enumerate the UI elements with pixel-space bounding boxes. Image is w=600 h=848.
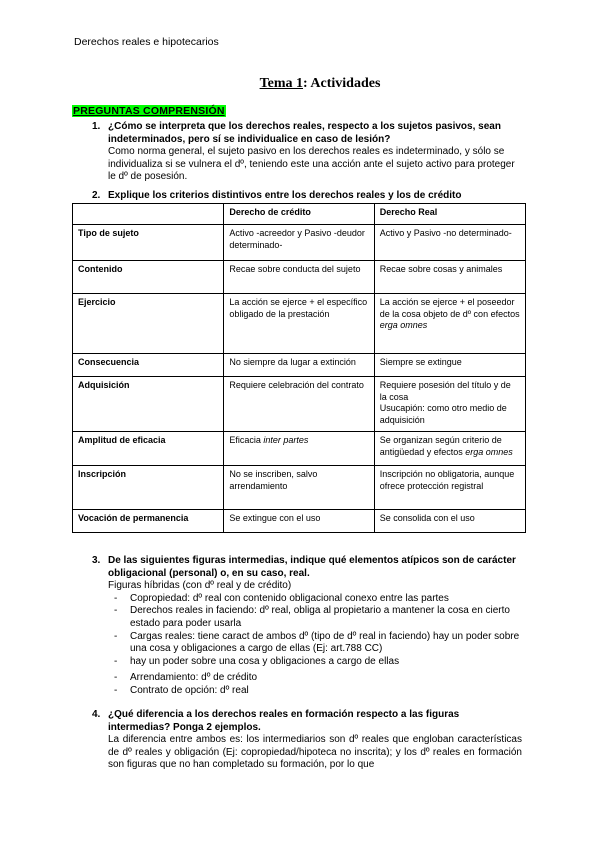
table-row: [73, 294, 526, 354]
question-1: [92, 121, 522, 184]
figures-list: [108, 593, 522, 698]
real-text: Requiere posesión del título y de la cosa: [379, 380, 511, 402]
row-label: Vocación de permanencia: [73, 510, 224, 533]
row-label: Tipo de sujeto: [73, 225, 224, 261]
row-label: Consecuencia: [73, 354, 224, 377]
credito-italic: inter partes: [263, 435, 309, 445]
list-item: - Cargas reales: tiene caract de ambos dº (tipo de dº real in faciendo) hay un poder sobre una cosa y obligaciones a cargo de ellas (Ej: art.788 CC): [108, 631, 522, 656]
credito-cell: No siempre da lugar a extinción: [224, 354, 374, 377]
table-row: [73, 225, 526, 261]
section-label: PREGUNTAS COMPRENSIÓN: [73, 105, 225, 117]
page-title: [0, 76, 600, 92]
row-label: Amplitud de eficacia: [73, 432, 224, 466]
real-cell: Siempre se extingue: [374, 354, 525, 377]
credito-cell: [224, 432, 374, 466]
list-item: - hay un poder sobre una cosa y obligaciones a cargo de ellas: [108, 656, 522, 669]
question-2: [92, 190, 522, 203]
real-cell: Recae sobre cosas y animales: [374, 261, 525, 294]
list-item: - Copropiedad: dº real con contenido obligacional conexo entre las partes: [108, 593, 522, 606]
credito-cell: Activo -acreedor y Pasivo -deudor determinado-: [224, 225, 374, 261]
question-text: Explique los criterios distintivos entre los derechos reales y los de crédito: [108, 190, 462, 201]
table-row: [73, 354, 526, 377]
title-rest: : Actividades: [303, 76, 381, 91]
table-header-cell: Derecho Real: [374, 204, 525, 225]
real-cell: Inscripción no obligatoria, aunque ofrece protección registral: [374, 466, 525, 510]
table-row: [73, 432, 526, 466]
real-cell: [374, 432, 525, 466]
table-row: [73, 510, 526, 533]
row-label: Contenido: [73, 261, 224, 294]
credito-cell: Recae sobre conducta del sujeto: [224, 261, 374, 294]
question-text: ¿Cómo se interpreta que los derechos reales, respecto a los sujetos pasivos, sean indeterminados, pero sí se individualice en caso de lesión?: [108, 121, 501, 145]
real-extra: Usucapión: como otro medio de adquisición: [379, 403, 507, 425]
question-3: [92, 555, 522, 698]
answer-text: La diferencia entre ambos es: los intermediarios son dº reales que engloban características de dº reales y obligación (Ej: copropiedad/hipoteca no inscrita); y los dº reales en formación son figuras que no han completado su formación, por lo que: [108, 734, 522, 771]
table-header-row: [73, 204, 526, 225]
question-number: 2.: [92, 190, 101, 201]
credito-cell: No se inscriben, salvo arrendamiento: [224, 466, 374, 510]
table-row: [73, 261, 526, 294]
real-cell: [374, 377, 525, 432]
question-number: 4.: [92, 709, 101, 720]
table-row: [73, 466, 526, 510]
row-label: Adquisición: [73, 377, 224, 432]
real-cell: Se consolida con el uso: [374, 510, 525, 533]
table-header-cell: Derecho de crédito: [224, 204, 374, 225]
credito-cell: Requiere celebración del contrato: [224, 377, 374, 432]
question-4: [92, 709, 522, 772]
credito-cell: La acción se ejerce + el específico obligado de la prestación: [224, 294, 374, 354]
row-label: Inscripción: [73, 466, 224, 510]
question-number: 1.: [92, 121, 101, 132]
question-number: 3.: [92, 555, 101, 566]
real-text: Se organizan según criterio de antigüedad y efectos: [379, 435, 502, 457]
question-text: ¿Qué diferencia a los derechos reales en formación respecto a las figuras intermedias? Ponga 2 ejemplos.: [108, 709, 460, 733]
table-header-cell: [73, 204, 224, 225]
answer-intro: Figuras híbridas (con dº real y de crédito): [108, 580, 292, 592]
credito-cell: Se extingue con el uso: [224, 510, 374, 533]
criteria-table: [72, 203, 526, 533]
list-item: - Arrendamiento: dº de crédito: [108, 672, 522, 685]
real-italic: erga omnes: [465, 446, 513, 457]
answer-text: Como norma general, el sujeto pasivo en los derechos reales es indeterminado, y sólo se individualiza si se vulnera el dº, teniendo este una acción ante el sujeto activo para proteger le dº de posesión.: [108, 146, 515, 183]
real-text: La acción se ejerce + el poseedor de la cosa objeto de dº con efectos: [379, 297, 520, 319]
list-item: - Derechos reales in faciendo: dº real, obliga al propietario a mantener la cosa en cierto estado para poder usarla: [108, 605, 522, 630]
table-row: [73, 377, 526, 432]
title-underlined: Tema 1: [259, 76, 304, 91]
row-label: Ejercicio: [73, 294, 224, 354]
list-item: - Contrato de opción: dº real: [108, 685, 522, 698]
credito-text: Eficacia: [229, 435, 264, 445]
question-text: De las siguientes figuras intermedias, indique qué elementos atípicos son de carácter obligacional (personal) o, en su caso, real.: [108, 555, 516, 579]
page-header: Derechos reales e hipotecarios: [74, 36, 219, 48]
real-cell: Activo y Pasivo -no determinado-: [374, 225, 525, 261]
real-italic: erga omnes: [379, 320, 428, 330]
real-cell: [374, 294, 525, 354]
